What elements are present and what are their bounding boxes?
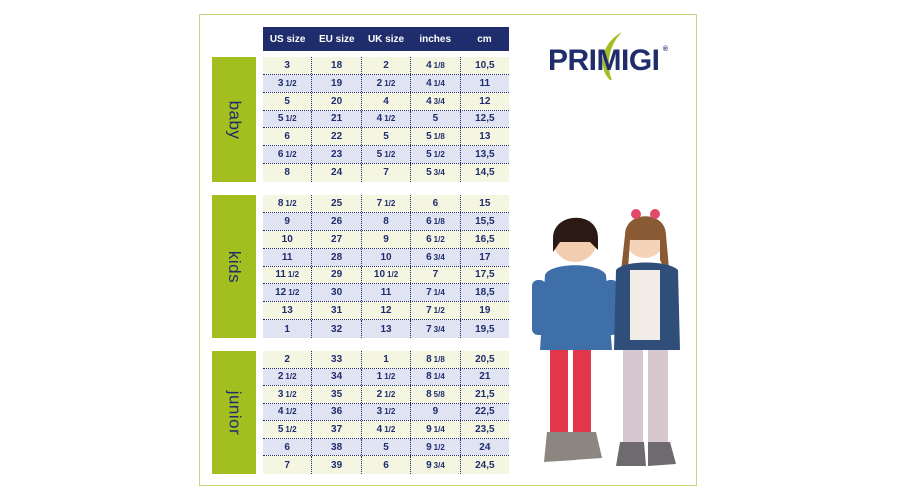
table-cell — [461, 267, 509, 284]
cell-value: 11 — [479, 77, 491, 89]
table-cell — [263, 93, 312, 110]
cell-value: 11 — [275, 269, 286, 281]
section-tab-junior — [212, 351, 256, 474]
table-cell — [263, 75, 312, 92]
cell-value: 37 — [331, 424, 343, 436]
table-cell — [263, 164, 312, 182]
size-table-junior — [263, 351, 509, 474]
cell-fraction: 1/2 — [384, 114, 396, 124]
cell-fraction: 1/2 — [387, 270, 399, 280]
header-inches: inches — [419, 33, 452, 45]
table-cell — [362, 456, 411, 474]
table-cell — [312, 456, 361, 474]
cell-value: 13 — [281, 305, 293, 317]
cell-fraction: 1/2 — [285, 150, 297, 160]
primigi-logo — [548, 44, 668, 84]
table-cell — [461, 146, 509, 163]
cell-fraction: 3/4 — [433, 324, 445, 334]
cell-value: 38 — [331, 441, 343, 453]
cell-value: 19 — [479, 305, 491, 317]
cell-value: 22,5 — [475, 406, 495, 418]
table-cell — [362, 195, 411, 212]
cell-value: 10 — [281, 233, 293, 245]
cell-value: 5 — [376, 149, 383, 161]
table-row — [263, 302, 509, 320]
cell-value: 4 — [426, 95, 432, 107]
cell-fraction: 3/4 — [433, 96, 445, 106]
cell-value: 4 — [376, 113, 383, 125]
table-cell — [312, 213, 361, 230]
cell-value: 4 — [383, 95, 389, 107]
cell-value: 5 — [426, 131, 432, 143]
table-cell — [312, 111, 361, 128]
cell-fraction: 1/2 — [433, 150, 445, 160]
cell-value: 20 — [331, 95, 343, 107]
cell-value: 4 — [277, 406, 284, 418]
cell-value: 10,5 — [475, 59, 495, 71]
table-row — [263, 267, 509, 285]
cell-value: 21,5 — [475, 388, 495, 400]
cell-value: 5 — [383, 131, 389, 143]
table-cell — [263, 404, 312, 421]
cell-fraction: 1/2 — [287, 270, 300, 280]
table-row — [263, 369, 509, 387]
cell-value: 6 — [284, 441, 290, 453]
cell-value: 6 — [284, 131, 290, 143]
cell-fraction: 1/2 — [285, 78, 297, 88]
table-cell — [362, 351, 411, 368]
cell-value: 7 — [426, 287, 432, 299]
cell-value: 13 — [380, 323, 392, 335]
table-cell — [263, 320, 312, 338]
cell-value: 2 — [376, 77, 383, 89]
table-cell — [263, 267, 312, 284]
table-cell — [461, 320, 509, 338]
table-cell — [312, 195, 361, 212]
cell-value: 18,5 — [475, 287, 495, 299]
section-label-kids: kids — [224, 250, 244, 283]
cell-value: 5 — [432, 113, 439, 125]
cell-fraction: 1/2 — [433, 442, 445, 452]
cell-value: 15,5 — [475, 215, 495, 227]
table-cell — [461, 404, 509, 421]
table-row — [263, 57, 509, 75]
table-cell — [411, 195, 460, 212]
cell-value: 3 — [277, 388, 284, 400]
cell-fraction: 1/2 — [285, 425, 297, 435]
cell-value: 20,5 — [475, 353, 495, 365]
table-cell — [461, 369, 509, 386]
table-cell — [411, 386, 460, 403]
table-row — [263, 351, 509, 369]
cell-value: 12 — [479, 95, 491, 107]
table-cell — [362, 439, 411, 456]
cell-value: 24,5 — [475, 459, 495, 471]
table-cell — [461, 57, 509, 74]
table-row — [263, 128, 509, 146]
table-cell — [411, 249, 460, 266]
table-cell — [461, 439, 509, 456]
table-row — [263, 213, 509, 231]
cell-value: 7 — [383, 167, 389, 179]
table-cell — [263, 456, 312, 474]
table-row — [263, 249, 509, 267]
table-cell — [312, 164, 361, 182]
cell-value: 12 — [380, 305, 392, 317]
cell-fraction: 5/8 — [433, 389, 445, 399]
section-tab-kids — [212, 195, 256, 338]
table-cell — [312, 386, 361, 403]
cell-value: 7 — [284, 459, 290, 471]
cell-value: 7 — [432, 269, 439, 281]
table-cell — [362, 231, 411, 248]
cell-fraction: 3/4 — [433, 460, 445, 470]
table-row — [263, 75, 509, 93]
cell-value: 1 — [383, 353, 389, 365]
cell-fraction: 1/2 — [433, 234, 445, 244]
cell-fraction: 1/2 — [288, 288, 300, 298]
cell-value: 13,5 — [475, 149, 495, 161]
cell-value: 12,5 — [475, 113, 495, 125]
table-cell — [411, 369, 460, 386]
table-cell — [411, 146, 460, 163]
cell-value: 6 — [426, 215, 432, 227]
table-row — [263, 386, 509, 404]
cell-fraction: 1/2 — [384, 78, 396, 88]
table-cell — [362, 146, 411, 163]
cell-fraction: 1/2 — [285, 372, 297, 382]
cell-value: 39 — [331, 459, 343, 471]
table-cell — [411, 231, 460, 248]
table-cell — [312, 267, 361, 284]
table-row — [263, 284, 509, 302]
cell-value: 2 — [376, 388, 383, 400]
table-cell — [461, 421, 509, 438]
table-cell — [263, 146, 312, 163]
table-cell — [411, 302, 460, 319]
table-cell — [312, 146, 361, 163]
table-cell — [312, 369, 361, 386]
cell-value: 9 — [426, 424, 432, 436]
table-cell — [312, 75, 361, 92]
table-cell — [461, 111, 509, 128]
table-cell — [362, 267, 411, 284]
cell-value: 6 — [432, 197, 439, 209]
cell-value: 2 — [383, 59, 389, 71]
cell-value: 5 — [284, 95, 290, 107]
cell-value: 19,5 — [475, 323, 495, 335]
cell-value: 8 — [426, 388, 432, 400]
children-photo — [520, 200, 690, 480]
cell-value: 5 — [277, 424, 284, 436]
registered-mark: ® — [662, 46, 668, 53]
table-cell — [362, 249, 411, 266]
cell-value: 10 — [380, 251, 392, 263]
cell-value: 23,5 — [475, 424, 495, 436]
size-table-baby — [263, 57, 509, 182]
table-cell — [411, 456, 460, 474]
table-cell — [461, 128, 509, 145]
table-cell — [312, 320, 361, 338]
cell-value: 7 — [376, 197, 383, 209]
cell-value: 25 — [331, 197, 343, 209]
cell-fraction: 1/2 — [384, 407, 396, 417]
table-row — [263, 421, 509, 439]
cell-value: 8 — [284, 167, 290, 179]
table-row — [263, 456, 509, 474]
table-cell — [362, 164, 411, 182]
cell-fraction: 1/4 — [433, 372, 445, 382]
cell-value: 11 — [281, 251, 293, 263]
column-header-bar — [263, 27, 509, 51]
cell-value: 9 — [383, 233, 389, 245]
cell-value: 10 — [373, 269, 386, 281]
cell-value: 16,5 — [475, 233, 495, 245]
table-cell — [461, 302, 509, 319]
cell-value: 4 — [376, 424, 383, 436]
cell-value: 8 — [277, 197, 284, 209]
table-cell — [411, 75, 460, 92]
table-row — [263, 231, 509, 249]
table-cell — [263, 369, 312, 386]
table-cell — [263, 195, 312, 212]
header-us-size: US size — [269, 33, 306, 45]
cell-fraction: 1/4 — [433, 78, 445, 88]
cell-value: 5 — [383, 441, 389, 453]
cell-value: 33 — [331, 353, 343, 365]
table-cell — [312, 284, 361, 301]
table-cell — [362, 386, 411, 403]
cell-value: 5 — [277, 113, 284, 125]
cell-value: 22 — [331, 131, 343, 143]
table-cell — [263, 351, 312, 368]
table-cell — [312, 128, 361, 145]
table-cell — [411, 93, 460, 110]
table-cell — [411, 164, 460, 182]
table-cell — [312, 351, 361, 368]
cell-fraction: 1/8 — [433, 354, 445, 364]
cell-value: 31 — [331, 305, 343, 317]
table-cell — [362, 57, 411, 74]
cell-value: 6 — [426, 233, 432, 245]
table-cell — [461, 231, 509, 248]
cell-fraction: 1/4 — [433, 425, 445, 435]
table-cell — [411, 284, 460, 301]
table-cell — [263, 439, 312, 456]
cell-fraction: 1/2 — [384, 425, 396, 435]
cell-fraction: 3/4 — [433, 168, 445, 178]
table-cell — [263, 128, 312, 145]
cell-value: 27 — [331, 233, 343, 245]
table-row — [263, 146, 509, 164]
table-cell — [362, 284, 411, 301]
table-cell — [362, 128, 411, 145]
table-cell — [411, 111, 460, 128]
cell-fraction: 1/2 — [384, 372, 396, 382]
cell-value: 9 — [432, 406, 439, 418]
cell-value: 2 — [284, 353, 290, 365]
table-cell — [411, 267, 460, 284]
table-cell — [411, 404, 460, 421]
table-cell — [312, 404, 361, 421]
cell-value: 11 — [380, 287, 392, 299]
table-cell — [263, 231, 312, 248]
cell-value: 8 — [383, 215, 389, 227]
cell-value: 5 — [426, 149, 432, 161]
cell-value: 1 — [284, 323, 290, 335]
cell-fraction: 1/2 — [285, 389, 297, 399]
cell-value: 36 — [331, 406, 343, 418]
section-label-baby: baby — [225, 100, 244, 139]
logo-wordmark: PRIMIGI — [548, 44, 660, 77]
section-label-junior: junior — [225, 390, 244, 435]
table-cell — [312, 231, 361, 248]
cell-value: 24 — [479, 441, 491, 453]
table-cell — [312, 249, 361, 266]
size-table-kids — [263, 195, 509, 338]
cell-value: 7 — [426, 305, 432, 317]
cell-value: 8 — [426, 371, 432, 383]
cell-value: 2 — [277, 371, 284, 383]
cell-value: 29 — [331, 269, 343, 281]
cell-value: 30 — [331, 287, 343, 299]
table-cell — [263, 213, 312, 230]
table-cell — [263, 111, 312, 128]
table-cell — [461, 249, 509, 266]
table-cell — [411, 128, 460, 145]
table-cell — [312, 93, 361, 110]
table-row — [263, 404, 509, 422]
table-cell — [263, 249, 312, 266]
cell-fraction: 1/2 — [384, 389, 396, 399]
cell-value: 7 — [426, 323, 432, 335]
table-row — [263, 164, 509, 182]
cell-value: 6 — [426, 251, 432, 263]
cell-value: 1 — [376, 371, 383, 383]
cell-fraction: 1/2 — [384, 198, 396, 208]
cell-value: 4 — [426, 77, 432, 89]
cell-fraction: 1/2 — [285, 114, 297, 124]
table-cell — [411, 320, 460, 338]
cell-value: 15 — [479, 197, 491, 209]
table-cell — [312, 302, 361, 319]
table-cell — [263, 421, 312, 438]
cell-value: 3 — [277, 77, 284, 89]
table-cell — [411, 213, 460, 230]
table-cell — [312, 57, 361, 74]
cell-value: 21 — [331, 113, 343, 125]
table-cell — [461, 93, 509, 110]
cell-fraction: 1/2 — [285, 198, 297, 208]
table-row — [263, 320, 509, 338]
table-cell — [362, 213, 411, 230]
cell-value: 6 — [277, 149, 284, 161]
table-cell — [411, 57, 460, 74]
table-cell — [362, 302, 411, 319]
cell-value: 35 — [331, 388, 343, 400]
cell-value: 3 — [284, 59, 290, 71]
table-cell — [461, 213, 509, 230]
cell-fraction: 1/4 — [433, 288, 445, 298]
cell-value: 18 — [331, 59, 343, 71]
cell-value: 26 — [331, 215, 343, 227]
cell-value: 3 — [376, 406, 383, 418]
table-cell — [362, 111, 411, 128]
table-cell — [362, 369, 411, 386]
header-cm: cm — [477, 33, 492, 45]
table-cell — [263, 57, 312, 74]
table-cell — [411, 351, 460, 368]
table-cell — [362, 93, 411, 110]
table-cell — [411, 421, 460, 438]
cell-value: 6 — [383, 459, 389, 471]
table-cell — [263, 284, 312, 301]
cell-value: 17 — [479, 251, 491, 263]
table-row — [263, 195, 509, 213]
table-row — [263, 439, 509, 457]
table-cell — [461, 164, 509, 182]
cell-fraction: 1/2 — [433, 306, 445, 316]
table-cell — [362, 75, 411, 92]
table-cell — [362, 404, 411, 421]
cell-value: 5 — [426, 167, 432, 179]
cell-value: 13 — [479, 131, 491, 143]
table-cell — [461, 284, 509, 301]
cell-fraction: 1/2 — [384, 150, 396, 160]
cell-fraction: 1/8 — [433, 132, 445, 142]
cell-value: 34 — [331, 371, 343, 383]
table-cell — [461, 351, 509, 368]
cell-value: 17,5 — [475, 269, 495, 281]
cell-value: 32 — [331, 323, 343, 335]
table-cell — [362, 320, 411, 338]
table-cell — [461, 75, 509, 92]
cell-value: 9 — [284, 215, 290, 227]
cell-fraction: 1/8 — [433, 216, 445, 226]
cell-fraction: 1/8 — [433, 60, 445, 70]
table-cell — [461, 386, 509, 403]
cell-value: 24 — [331, 167, 343, 179]
table-cell — [461, 456, 509, 474]
table-cell — [461, 195, 509, 212]
table-cell — [312, 421, 361, 438]
cell-fraction: 1/2 — [285, 407, 297, 417]
table-cell — [312, 439, 361, 456]
table-row — [263, 93, 509, 111]
cell-value: 14,5 — [475, 167, 495, 179]
table-row — [263, 111, 509, 129]
cell-value: 8 — [426, 353, 432, 365]
cell-fraction: 3/4 — [433, 252, 445, 262]
header-uk-size: UK size — [367, 33, 405, 45]
cell-value: 9 — [426, 441, 432, 453]
cell-value: 23 — [331, 149, 343, 161]
section-tab-baby — [212, 57, 256, 182]
cell-value: 12 — [275, 287, 287, 299]
cell-value: 19 — [331, 77, 343, 89]
table-cell — [263, 386, 312, 403]
table-cell — [362, 421, 411, 438]
cell-value: 28 — [331, 251, 343, 263]
cell-value: 9 — [426, 459, 432, 471]
table-cell — [411, 439, 460, 456]
header-eu-size: EU size — [319, 33, 355, 45]
table-cell — [263, 302, 312, 319]
cell-value: 21 — [479, 371, 491, 383]
cell-value: 4 — [426, 59, 432, 71]
